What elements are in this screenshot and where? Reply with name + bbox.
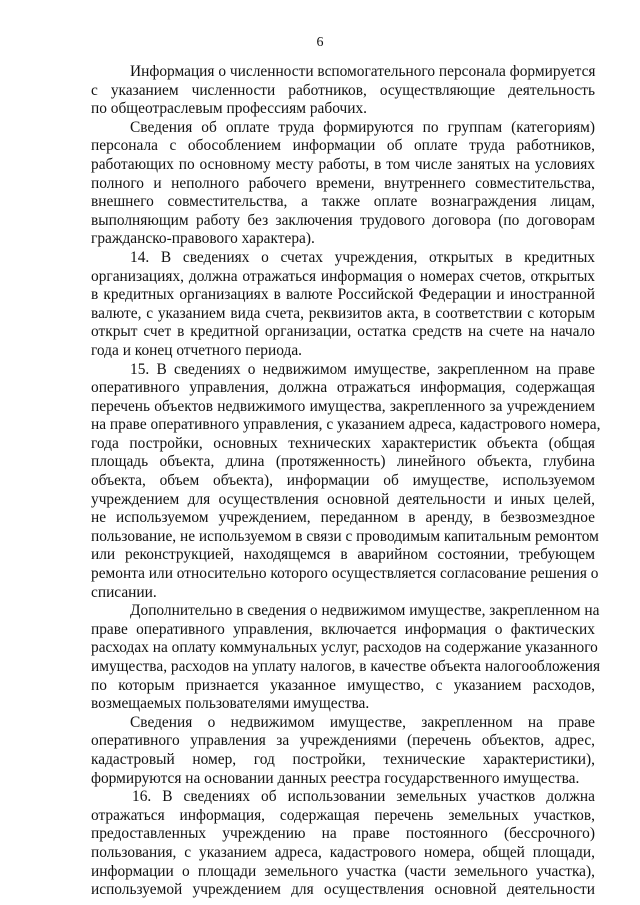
paragraph-p3 (91, 249, 595, 361)
paragraph-p6 (91, 714, 595, 788)
text-line: открыт счет в кредитной организации, остатка средств на счете на начало (91, 323, 595, 341)
text-line: объекта, объем объекта), информации об имуществе, используемом (91, 472, 595, 490)
text-line: организациях, должна отражаться информация о номерах счетов, открытых (91, 267, 595, 285)
text-line: списании. (91, 583, 157, 601)
text-line: Сведения об оплате труда формируются по группам (категориям) (130, 118, 595, 136)
text-line: 14. В сведениях о счетах учреждения, открытых в кредитных (130, 248, 595, 266)
text-line: по которым признается указанное имущество, с указанием расходов, (91, 676, 595, 694)
text-line: гражданско-правового характера). (91, 230, 315, 248)
text-line: внешнего совместительства, а также оплате вознаграждения лицам, (91, 193, 595, 211)
text-line: Информация о численности вспомогательного персонала формируется (130, 63, 596, 80)
text-line: ремонта или относительно которого осуществляется согласование решения о (91, 565, 599, 583)
text-line: или реконструкцией, находящемся в аварийном состоянии, требующем (91, 546, 595, 564)
text-line: выполняющим работу без заключения трудового договора (по договорам (91, 211, 595, 229)
text-line: кадастровый номер, год постройки, технические характеристики), (91, 750, 595, 768)
text-line: пользования, с указанием адреса, кадастрового номера, общей площади, (91, 843, 595, 861)
text-line: по общеотраслевым профессиям рабочих. (91, 100, 368, 118)
text-line: Дополнительно в сведения о недвижимом имуществе, закрепленном на (130, 602, 600, 620)
paragraph-p5 (91, 602, 601, 714)
paragraph-p7 (91, 788, 595, 900)
text-line: пользование, не используемом в связи с проводимым капитальным ремонтом (91, 527, 599, 545)
text-line: не используемом учреждением, переданном в аренду, в безвозмездное (91, 509, 595, 527)
text-line: Сведения о недвижимом имуществе, закрепленном на праве (130, 713, 595, 731)
text-line: перечень объектов недвижимого имущества, закрепленного за учреждением (91, 397, 595, 415)
text-line: формируются на основании данных реестра государственного имущества. (91, 769, 580, 787)
paragraph-p4 (91, 360, 601, 603)
text-line: оперативного управления за учреждениями (перечень объектов, адрес, (91, 732, 595, 750)
text-line: в кредитных организациях в валюте Российской Федерации и иностранной (91, 286, 595, 304)
text-line: учреждением для осуществления основной деятельности и иных целей, (91, 490, 595, 508)
text-line: года и конец отчетного периода. (91, 341, 302, 359)
text-line: работающих по основному месту работы, в том числе занятых на условиях (91, 155, 595, 173)
text-line: персонала с обособлением информации об оплате труда работников, (91, 137, 595, 155)
text-line: 15. В сведениях о недвижимом имуществе, закрепленном на праве (130, 360, 595, 378)
text-line: расходах на оплату коммунальных услуг, расходов на содержание указанного (91, 639, 598, 657)
text-line: предоставленных учреждению на праве постоянного (бессрочного) (91, 825, 595, 843)
text-line: с указанием численности работников, осуществляющие деятельность (91, 81, 595, 99)
text-line: 16. В сведениях об использовании земельных участков должна (132, 788, 595, 806)
text-line: валюте, с указанием вида счета, реквизитов акта, в соответствии с которым (91, 304, 595, 322)
document-body (91, 63, 601, 900)
text-line: на праве оперативного управления, с указанием адреса, кадастрового номера, (91, 416, 601, 434)
page-number: 6 (316, 35, 324, 50)
text-line: используемой учреждением для осуществления основной деятельности (91, 881, 595, 899)
text-line: праве оперативного управления, включается информация о фактических (91, 620, 595, 638)
text-line: оперативного управления, должна отражаться информация, содержащая (91, 379, 595, 397)
paragraph-p1 (91, 63, 595, 119)
text-line: отражаться информация, содержащая перечень земельных участков, (91, 806, 595, 824)
text-line: возмещаемых пользователями имущества. (91, 695, 370, 713)
text-line: полного и неполного рабочего времени, внутреннего совместительства, (91, 174, 595, 192)
paragraph-p2 (91, 119, 595, 249)
text-line: имущества, расходов на уплату налогов, в качестве объекта налогообложения (91, 658, 601, 675)
text-line: площадь объекта, длина (протяженность) линейного объекта, глубина (91, 453, 595, 471)
text-line: информации о площади земельного участка (части земельного участка), (91, 862, 595, 880)
text-line: года постройки, основных технических характеристик объекта (общая (91, 434, 595, 452)
